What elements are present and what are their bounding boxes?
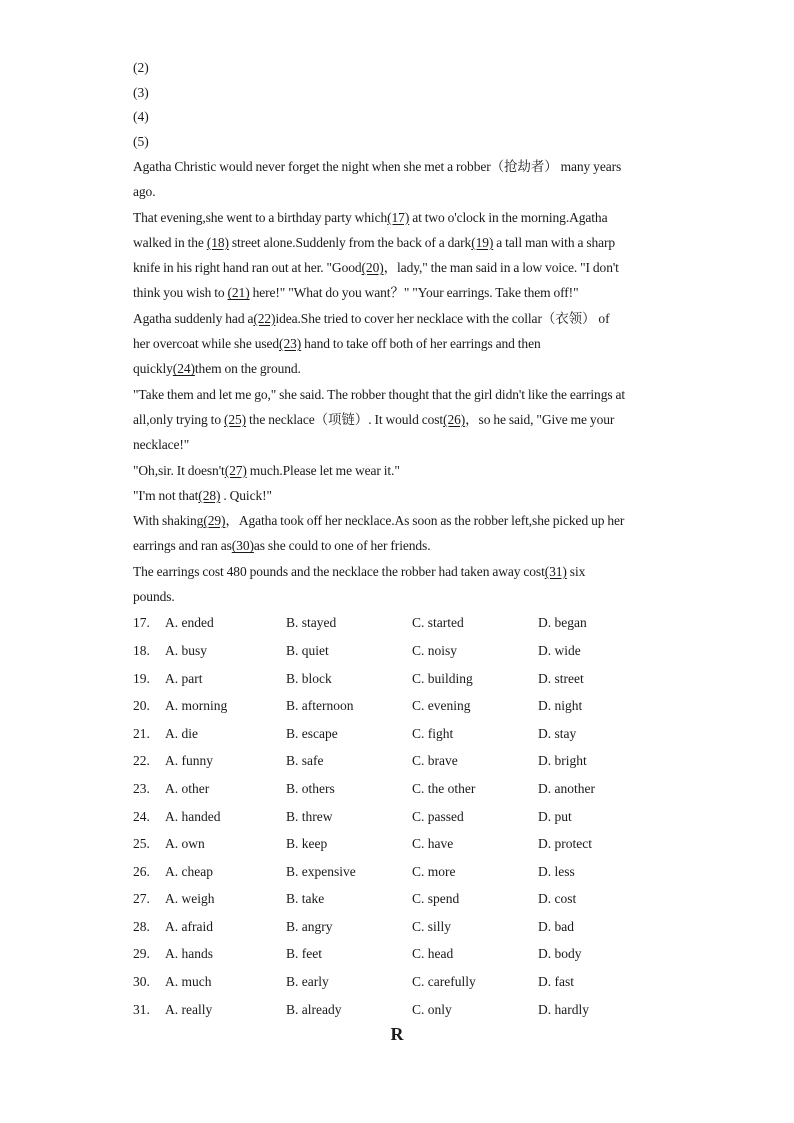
blank-number: (29)	[203, 513, 226, 529]
option-d: D. less	[538, 863, 575, 879]
option-a: A. much	[165, 974, 212, 990]
question-number: 21.	[133, 725, 150, 741]
option-d: D. began	[538, 615, 587, 631]
option-a: A. busy	[165, 642, 208, 658]
blank-number: (18)	[206, 234, 229, 250]
passage-text: them on the ground.	[194, 361, 301, 377]
answer-number: (2)	[133, 60, 149, 75]
question-number: 31.	[133, 1001, 150, 1017]
option-a: A. other	[165, 780, 210, 796]
question-number: 30.	[133, 974, 150, 990]
passage-text: Agatha Christic would never forget the night when she met a robber（抢劫者） many years	[133, 159, 622, 174]
option-a: A. weigh	[165, 891, 215, 907]
option-c: C. started	[412, 615, 464, 631]
option-a: A. cheap	[165, 863, 213, 879]
option-d: D. body	[538, 946, 582, 962]
blank-number: (20)	[361, 260, 384, 276]
option-c: C. brave	[412, 753, 458, 769]
option-b: B. early	[286, 974, 329, 990]
option-d: D. night	[538, 698, 583, 714]
passage-line	[133, 533, 663, 558]
question-number: 29.	[133, 946, 150, 962]
answer-number: (5)	[133, 133, 149, 149]
option-a: A. really	[165, 1001, 213, 1017]
passage-text: earrings and ran as	[133, 538, 232, 554]
passage-line	[133, 508, 663, 533]
question-number: 28.	[133, 918, 150, 934]
passage-text: ，Agatha took off her necklace.As soon as the robber left,she picked up her	[225, 513, 625, 529]
option-c: C. the other	[412, 780, 476, 796]
question-number: 19.	[133, 670, 150, 686]
blank-number: (23)	[279, 336, 302, 352]
passage-text: her overcoat while she used	[133, 336, 280, 352]
question-row	[133, 830, 663, 858]
passage-text: much.Please let me wear it."	[246, 462, 400, 478]
option-c: C. have	[412, 836, 454, 852]
option-b: B. safe	[286, 753, 324, 769]
passage-line	[133, 407, 663, 432]
passage-line	[133, 331, 663, 356]
option-b: B. already	[286, 1001, 342, 1017]
blank-number: (21)	[227, 285, 250, 301]
blank-number: (24)	[172, 361, 195, 377]
blank-number: (19)	[471, 234, 494, 250]
option-b: B. take	[286, 891, 325, 907]
question-row	[133, 720, 663, 748]
passage-line	[133, 382, 663, 407]
option-a: A. die	[165, 725, 198, 741]
passage-line	[133, 559, 663, 584]
option-b: B. angry	[286, 918, 333, 934]
option-b: B. stayed	[286, 615, 337, 631]
passage-text: at two o'clock in the morning.Agatha	[409, 209, 608, 225]
question-row	[133, 775, 663, 803]
passage-text: the necklace（项链）. It would cost	[246, 411, 444, 427]
options-list	[133, 609, 663, 1023]
option-d: D. protect	[538, 836, 592, 852]
question-number: 18.	[133, 642, 150, 658]
blank-number: (26)	[443, 411, 466, 427]
passage-text: all,only trying to	[133, 411, 224, 427]
question-row	[133, 996, 663, 1024]
option-b: B. quiet	[286, 642, 329, 658]
option-a: A. funny	[165, 753, 213, 769]
footer-mark: R	[390, 1024, 404, 1044]
passage-text: With shaking	[133, 513, 204, 529]
option-c: C. noisy	[412, 642, 458, 658]
cloze-passage	[133, 154, 663, 609]
worksheet-page	[133, 56, 663, 1023]
passage-text: six	[566, 563, 586, 579]
passage-text: think you wish to	[133, 285, 228, 301]
option-b: B. escape	[286, 725, 338, 741]
question-row	[133, 609, 663, 637]
passage-line	[133, 458, 663, 483]
option-d: D. stay	[538, 725, 577, 741]
question-row	[133, 692, 663, 720]
option-d: D. another	[538, 780, 595, 796]
option-b: B. others	[286, 780, 335, 796]
option-b: B. feet	[286, 946, 322, 962]
option-a: A. own	[165, 836, 205, 852]
blank-number: (27)	[224, 462, 247, 478]
passage-text: walked in the	[133, 234, 207, 250]
passage-text: ，so he said, "Give me your	[465, 411, 615, 427]
option-c: C. passed	[412, 808, 464, 824]
passage-text: ，lady," the man said in a low voice. "I don't	[383, 260, 619, 276]
option-c: C. head	[412, 946, 454, 962]
passage-text: "Oh,sir. It doesn't	[133, 462, 225, 478]
blank-number: (17)	[387, 209, 410, 225]
option-b: B. threw	[286, 808, 333, 824]
blank-number: (28)	[198, 487, 221, 503]
option-b: B. afternoon	[286, 698, 354, 714]
answer-number: (3)	[133, 84, 149, 100]
option-d: D. wide	[538, 642, 581, 658]
question-row	[133, 747, 663, 775]
passage-text: pounds.	[133, 589, 175, 605]
option-b: B. expensive	[286, 863, 356, 879]
question-number: 25.	[133, 836, 150, 852]
question-row	[133, 885, 663, 913]
option-c: C. carefully	[412, 974, 476, 990]
option-c: C. fight	[412, 725, 454, 741]
passage-text: hand to take off both of her earrings and then	[301, 336, 541, 352]
option-c: C. only	[412, 1001, 452, 1017]
option-d: D. street	[538, 670, 584, 686]
option-c: C. spend	[412, 891, 460, 907]
option-a: A. ended	[165, 615, 214, 631]
passage-line	[133, 483, 663, 508]
passage-line	[133, 230, 663, 255]
question-number: 26.	[133, 863, 150, 879]
question-row	[133, 913, 663, 941]
question-number: 24.	[133, 808, 150, 824]
question-row	[133, 940, 663, 968]
passage-text: quickly	[133, 361, 173, 377]
question-number: 22.	[133, 753, 150, 769]
question-number: 27.	[133, 891, 150, 907]
passage-line	[133, 356, 663, 381]
option-d: D. hardly	[538, 1001, 589, 1017]
question-row	[133, 665, 663, 693]
question-number: 20.	[133, 698, 150, 714]
passage-text: as she could to one of her friends.	[253, 538, 431, 554]
option-a: A. part	[165, 670, 203, 686]
question-row	[133, 858, 663, 886]
blank-number: (25)	[223, 411, 247, 427]
answer-number-list	[133, 56, 663, 154]
passage-text: . Quick!"	[220, 487, 272, 503]
option-d: D. cost	[538, 891, 577, 907]
passage-line	[133, 255, 663, 280]
blank-number: (30)	[231, 538, 254, 554]
option-a: A. hands	[165, 946, 213, 962]
passage-line	[133, 154, 663, 179]
blank-number: (22)	[253, 310, 276, 326]
passage-line	[133, 280, 663, 305]
option-b: B. block	[286, 670, 332, 686]
passage-text: idea.She tried to cover her necklace with the collar（衣领） of	[275, 310, 610, 326]
option-c: C. silly	[412, 918, 452, 934]
passage-line	[133, 179, 663, 204]
option-b: B. keep	[286, 836, 328, 852]
option-a: A. handed	[165, 808, 221, 824]
option-d: D. bright	[538, 753, 587, 769]
option-d: D. fast	[538, 974, 574, 990]
passage-text: The earrings cost 480 pounds and the necklace the robber had taken away cost	[133, 563, 545, 579]
passage-text: here!" "What do you want？" "Your earrings. Take them off!"	[249, 285, 579, 301]
passage-text: necklace!"	[133, 437, 190, 453]
passage-line	[133, 584, 663, 609]
passage-text: That evening,she went to a birthday party which	[133, 209, 388, 225]
option-c: C. more	[412, 863, 456, 879]
passage-line	[133, 432, 663, 457]
passage-text: ago.	[133, 184, 156, 200]
option-c: C. building	[412, 670, 473, 686]
blank-number: (31)	[544, 563, 567, 579]
passage-line	[133, 306, 663, 331]
option-a: A. morning	[165, 698, 228, 714]
answer-number: (4)	[133, 109, 149, 124]
question-number: 17.	[133, 615, 150, 631]
option-d: D. put	[538, 808, 572, 824]
passage-line	[133, 205, 663, 230]
question-row	[133, 803, 663, 831]
option-d: D. bad	[538, 918, 574, 934]
passage-text: a tall man with a sharp	[493, 234, 616, 250]
question-number: 23.	[133, 780, 150, 796]
passage-text: "Take them and let me go," she said. The robber thought that the girl didn't like the earrings at	[133, 386, 626, 402]
passage-text: knife in his right hand ran out at her. "Good	[133, 260, 362, 276]
option-c: C. evening	[412, 698, 471, 714]
passage-text: Agatha suddenly had a	[133, 310, 254, 326]
question-row	[133, 968, 663, 996]
option-a: A. afraid	[165, 918, 213, 934]
question-row	[133, 637, 663, 665]
passage-text: street alone.Suddenly from the back of a dark	[228, 234, 472, 250]
passage-text: "I'm not that	[133, 487, 199, 503]
